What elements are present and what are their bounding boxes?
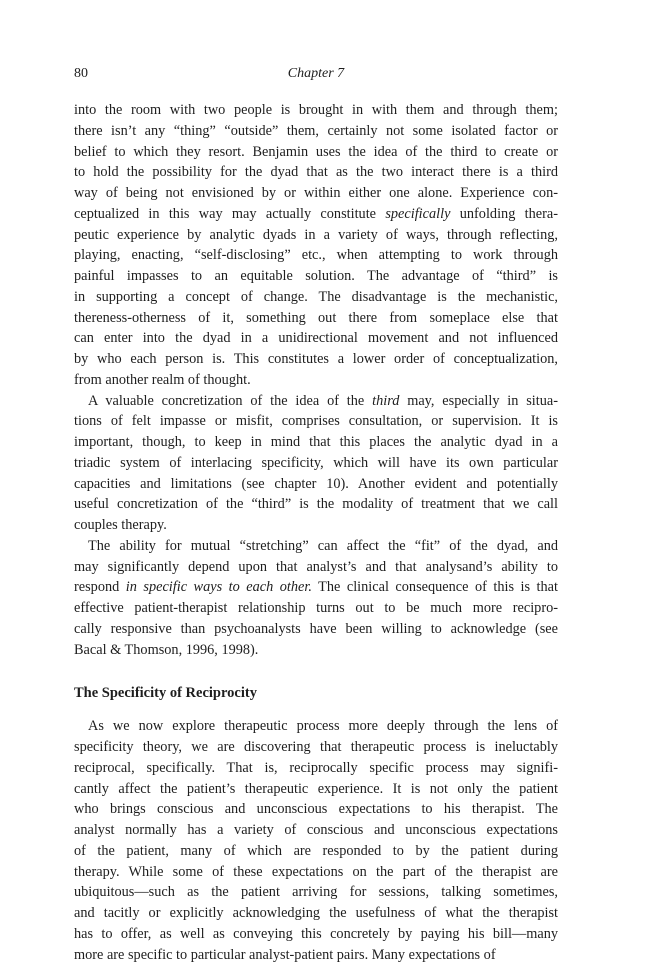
text-line [74, 841, 558, 862]
paragraph [74, 100, 558, 391]
text-line [74, 100, 558, 121]
text-run: there isn’t any “thing” “outside” them, certainly not some isolated factor or [74, 122, 558, 139]
text-run: A valuable concretization of the idea of the [88, 392, 373, 409]
text-line [74, 453, 558, 474]
text-run: ubiquitous—such as the patient arriving for sessions, talking sometimes, [74, 884, 558, 901]
text-run: playing, enacting, “self-disclosing” etc., when attempting to work through [74, 247, 558, 264]
text-line [74, 799, 558, 820]
text-run: effective patient-therapist relationship turns out to be much more recipro- [74, 600, 558, 616]
text-run: may, especially in situa- [399, 392, 558, 409]
paragraph [74, 716, 558, 965]
text-run: who brings conscious and unconscious expectations to his therapist. The [74, 801, 558, 818]
text-line [74, 737, 558, 758]
text-line [74, 411, 558, 432]
text-line [74, 494, 558, 515]
text-run: capacities and limitations (see chapter 10). Another evident and potentially [74, 475, 558, 492]
text-run: important, though, to keep in mind that this places the analytic dyad in a [74, 434, 558, 450]
text-line [74, 536, 558, 557]
text-run: to hold the possibility for the dyad that as the two interact there is a third [74, 164, 558, 181]
paragraph [74, 391, 558, 536]
text-line [74, 287, 558, 308]
text-line [74, 716, 558, 737]
text-run: ceptualized in this way may actually constitute [74, 205, 386, 222]
text-line [74, 619, 558, 640]
text-run: analyst normally has a variety of conscious and unconscious expectations [74, 822, 558, 838]
text-line [74, 862, 558, 883]
text-run: reciprocal, specifically. That is, reciprocally specific process may signifi- [74, 759, 558, 776]
text-line [74, 225, 558, 246]
body-text [74, 100, 558, 965]
text-run: tions of felt impasse or misfit, comprises consultation, or supervision. It is [74, 413, 558, 430]
text-run: peutic experience by analytic dyads in a variety of ways, through reflecting, [74, 226, 558, 243]
text-line [74, 945, 558, 966]
text-run: and tacitly or explicitly acknowledging the usefulness of what the therapist [74, 905, 558, 921]
text-run: has to offer, as well as conveying this concretely by paying his bill—many [74, 925, 558, 942]
text-run: of the patient, many of which are responded to by the patient during [74, 842, 558, 859]
text-line [74, 370, 558, 391]
chapter-label: Chapter 7 [287, 66, 345, 81]
text-line [74, 328, 558, 349]
page-number: 80 [74, 66, 88, 81]
section-spacer [74, 660, 558, 682]
text-run: may significantly depend upon that analyst’s and that analysand’s ability to [74, 558, 558, 575]
text-run: cally responsive than psychoanalysts have been willing to acknowledge (see [74, 620, 558, 637]
text-run: by who each person is. This constitutes a lower order of conceptualization, [74, 351, 558, 367]
section-heading: The Specificity of Reciprocity [74, 685, 257, 702]
text-line [74, 142, 558, 163]
text-line [74, 882, 558, 903]
text-line [74, 245, 558, 266]
text-line [74, 779, 558, 800]
text-line [74, 598, 558, 619]
text-line [74, 432, 558, 453]
text-line [74, 204, 558, 225]
text-run: As we now explore therapeutic process more deeply through the lens of [88, 718, 558, 735]
text-run: from another realm of thought. [74, 371, 251, 388]
text-run: more are specific to particular analyst-patient pairs. Many expectations of [74, 946, 496, 963]
text-run: way of being not envisioned by or within either one alone. Experience con- [74, 185, 558, 201]
text-run: Bacal & Thomson, 1996, 1998). [74, 641, 259, 658]
text-line [74, 758, 558, 779]
text-line [74, 162, 558, 183]
text-run: therapy. While some of these expectations on the part of the therapist are [74, 863, 558, 880]
paragraph [74, 536, 558, 661]
text-line [74, 349, 558, 370]
text-run: cantly affect the patient’s therapeutic experience. It is not only the patient [74, 780, 558, 797]
text-run: specificity theory, we are discovering that therapeutic process is ineluctably [74, 739, 558, 755]
text-run: in supporting a concept of change. The disadvantage is the mechanistic, [74, 288, 558, 305]
text-run: useful concretization of the “third” is the modality of treatment that we call [74, 496, 558, 513]
text-run: The ability for mutual “stretching” can affect the “fit” of the dyad, and [88, 537, 558, 554]
text-run: thereness-otherness of it, something out there from someplace else that [74, 309, 558, 326]
text-line [74, 121, 558, 142]
text-line [74, 183, 558, 204]
text-run: belief to which they resort. Benjamin uses the idea of the third to create or [74, 143, 558, 160]
text-run: can enter into the dyad in a unidirectional movement and not influenced [74, 330, 558, 347]
running-head [74, 66, 558, 88]
text-line [74, 391, 558, 412]
italic-text: third [372, 392, 400, 409]
text-line [74, 474, 558, 495]
text-line [74, 577, 558, 598]
text-run: triadic system of interlacing specificity, which will have its own particular [74, 454, 558, 471]
text-line [74, 924, 558, 945]
text-run: respond [74, 579, 126, 596]
text-run: unfolding thera- [450, 205, 558, 222]
text-run: The clinical consequence of this is that [311, 579, 558, 596]
text-line [74, 903, 558, 924]
text-line [74, 266, 558, 287]
text-line [74, 557, 558, 578]
text-run: into the room with two people is brought in with them and through them; [74, 102, 558, 118]
text-line [74, 820, 558, 841]
text-run: painful impasses to an equitable solution. The advantage of “third” is [74, 268, 558, 284]
text-line [74, 515, 558, 536]
text-run: couples therapy. [74, 517, 167, 533]
text-line [74, 308, 558, 329]
text-line [74, 640, 558, 661]
italic-text: in specific ways to each other. [125, 579, 312, 596]
italic-text: specifically [385, 205, 451, 222]
